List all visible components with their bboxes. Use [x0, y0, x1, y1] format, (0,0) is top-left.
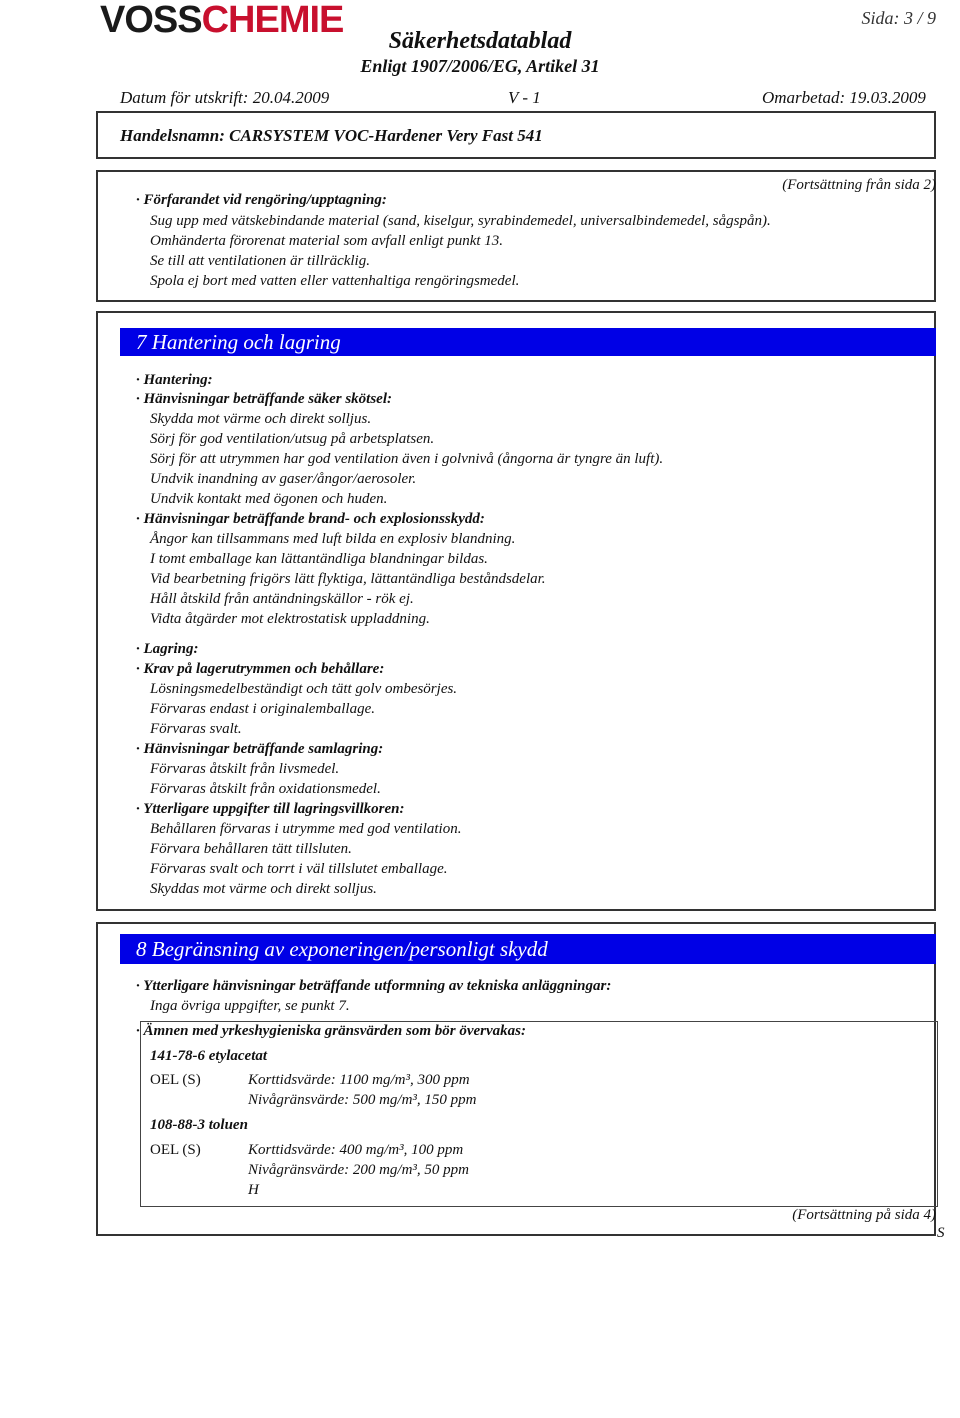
limit-value: H: [248, 1182, 259, 1198]
substance-name: 141-78-6 etylacetat: [150, 1048, 268, 1064]
continued-from: (Fortsättning från sida 2): [782, 177, 936, 193]
fire-line: I tomt emballage kan lättantändliga blandningar bildas.: [150, 551, 488, 567]
further-storage-line: Förvara behållaren tätt tillsluten.: [150, 841, 352, 857]
revised-date: Omarbetad: 19.03.2009: [762, 88, 926, 107]
page-number: Sida: 3 / 9: [861, 8, 936, 28]
limit-value: Nivågränsvärde: 500 mg/m³, 150 ppm: [248, 1092, 477, 1108]
co-storage-line: Förvaras åtskilt från livsmedel.: [150, 761, 340, 777]
fire-heading: · Hänvisningar beträffande brand- och explosionsskydd:: [136, 511, 485, 527]
safe-line: Sörj för att utrymmen har god ventilation även i golvnivå (ångorna är tyngre än luft).: [150, 451, 664, 467]
storage-heading: · Lagring:: [136, 641, 199, 657]
further-storage-line: Skyddas mot värme och direkt solljus.: [150, 881, 377, 897]
safe-line: Skydda mot värme och direkt solljus.: [150, 411, 372, 427]
technical-heading: · Ytterligare hänvisningar beträffande utformning av tekniska anläggningar:: [136, 978, 612, 994]
storage-requirements-heading: · Krav på lagerutrymmen och behållare:: [136, 661, 385, 677]
oel-label: OEL (S): [150, 1142, 201, 1158]
safe-line: Sörj för god ventilation/utsug på arbetsplatsen.: [150, 431, 435, 447]
document-subtitle: Enligt 1907/2006/EG, Artikel 31: [360, 56, 600, 76]
limit-value: Korttidsvärde: 400 mg/m³, 100 ppm: [248, 1142, 464, 1158]
cleanup-line: Spola ej bort med vatten eller vattenhaltiga rengöringsmedel.: [150, 273, 520, 289]
fire-line: Vidta åtgärder mot elektrostatisk uppladdning.: [150, 611, 430, 627]
storage-line: Förvaras svalt.: [150, 721, 242, 737]
substance-name: 108-88-3 toluen: [150, 1117, 248, 1133]
exposure-limits-heading: · Ämnen med yrkeshygieniska gränsvärden som bör övervakas:: [136, 1023, 526, 1039]
storage-line: Lösningsmedelbeständigt och tätt golv ombesörjes.: [150, 681, 458, 697]
handling-heading: · Hantering:: [136, 372, 213, 388]
cleanup-line: Se till att ventilationen är tillräcklig.: [150, 253, 370, 269]
technical-line: Inga övriga uppgifter, se punkt 7.: [150, 998, 350, 1014]
section-7-title: 7 Hantering och lagring: [120, 328, 936, 356]
cleanup-heading: · Förfarandet vid rengöring/upptagning:: [136, 192, 387, 208]
further-storage-line: Förvaras svalt och torrt i väl tillslutet emballage.: [150, 861, 448, 877]
cleanup-line: Omhänderta förorenat material som avfall enligt punkt 13.: [150, 233, 504, 249]
further-storage-line: Behållaren förvaras i utrymme med god ventilation.: [150, 821, 462, 837]
co-storage-line: Förvaras åtskilt från oxidationsmedel.: [150, 781, 381, 797]
continued-to: (Fortsättning på sida 4): [792, 1207, 936, 1223]
cleanup-line: Sug upp med vätskebindande material (sand, kiselgur, syrabindemedel, universalbindemedel, sågspån).: [150, 213, 771, 229]
safe-line: Undvik kontakt med ögonen och huden.: [150, 491, 388, 507]
fire-line: Håll åtskild från antändningskällor - rök ej.: [150, 591, 414, 607]
logo-text-left: VOSS: [100, 0, 202, 41]
corner-mark: S: [937, 1225, 945, 1241]
section-8-title: 8 Begränsning av exponeringen/personligt skydd: [120, 934, 936, 964]
safe-handling-heading: · Hänvisningar beträffande säker skötsel:: [136, 391, 392, 407]
oel-label: OEL (S): [150, 1072, 201, 1088]
fire-line: Ångor kan tillsammans med luft bilda en explosiv blandning.: [150, 531, 516, 547]
limit-value: Nivågränsvärde: 200 mg/m³, 50 ppm: [248, 1162, 470, 1178]
fire-line: Vid bearbetning frigörs lätt flyktiga, lättantändliga beståndsdelar.: [150, 571, 546, 587]
logo-text-right: CHEMIE: [201, 0, 344, 41]
storage-line: Förvaras endast i originalemballage.: [150, 701, 375, 717]
version: V - 1: [508, 88, 541, 107]
product-name: Handelsnamn: CARSYSTEM VOC-Hardener Very Fast 541: [120, 126, 543, 145]
limit-value: Korttidsvärde: 1100 mg/m³, 300 ppm: [248, 1072, 470, 1088]
print-date: Datum för utskrift: 20.04.2009: [120, 88, 330, 107]
further-storage-heading: · Ytterligare uppgifter till lagringsvillkoren:: [136, 801, 405, 817]
document-title: Säkerhetsdatablad: [388, 28, 572, 54]
safe-line: Undvik inandning av gaser/ångor/aerosoler.: [150, 471, 417, 487]
co-storage-heading: · Hänvisningar beträffande samlagring:: [136, 741, 384, 757]
